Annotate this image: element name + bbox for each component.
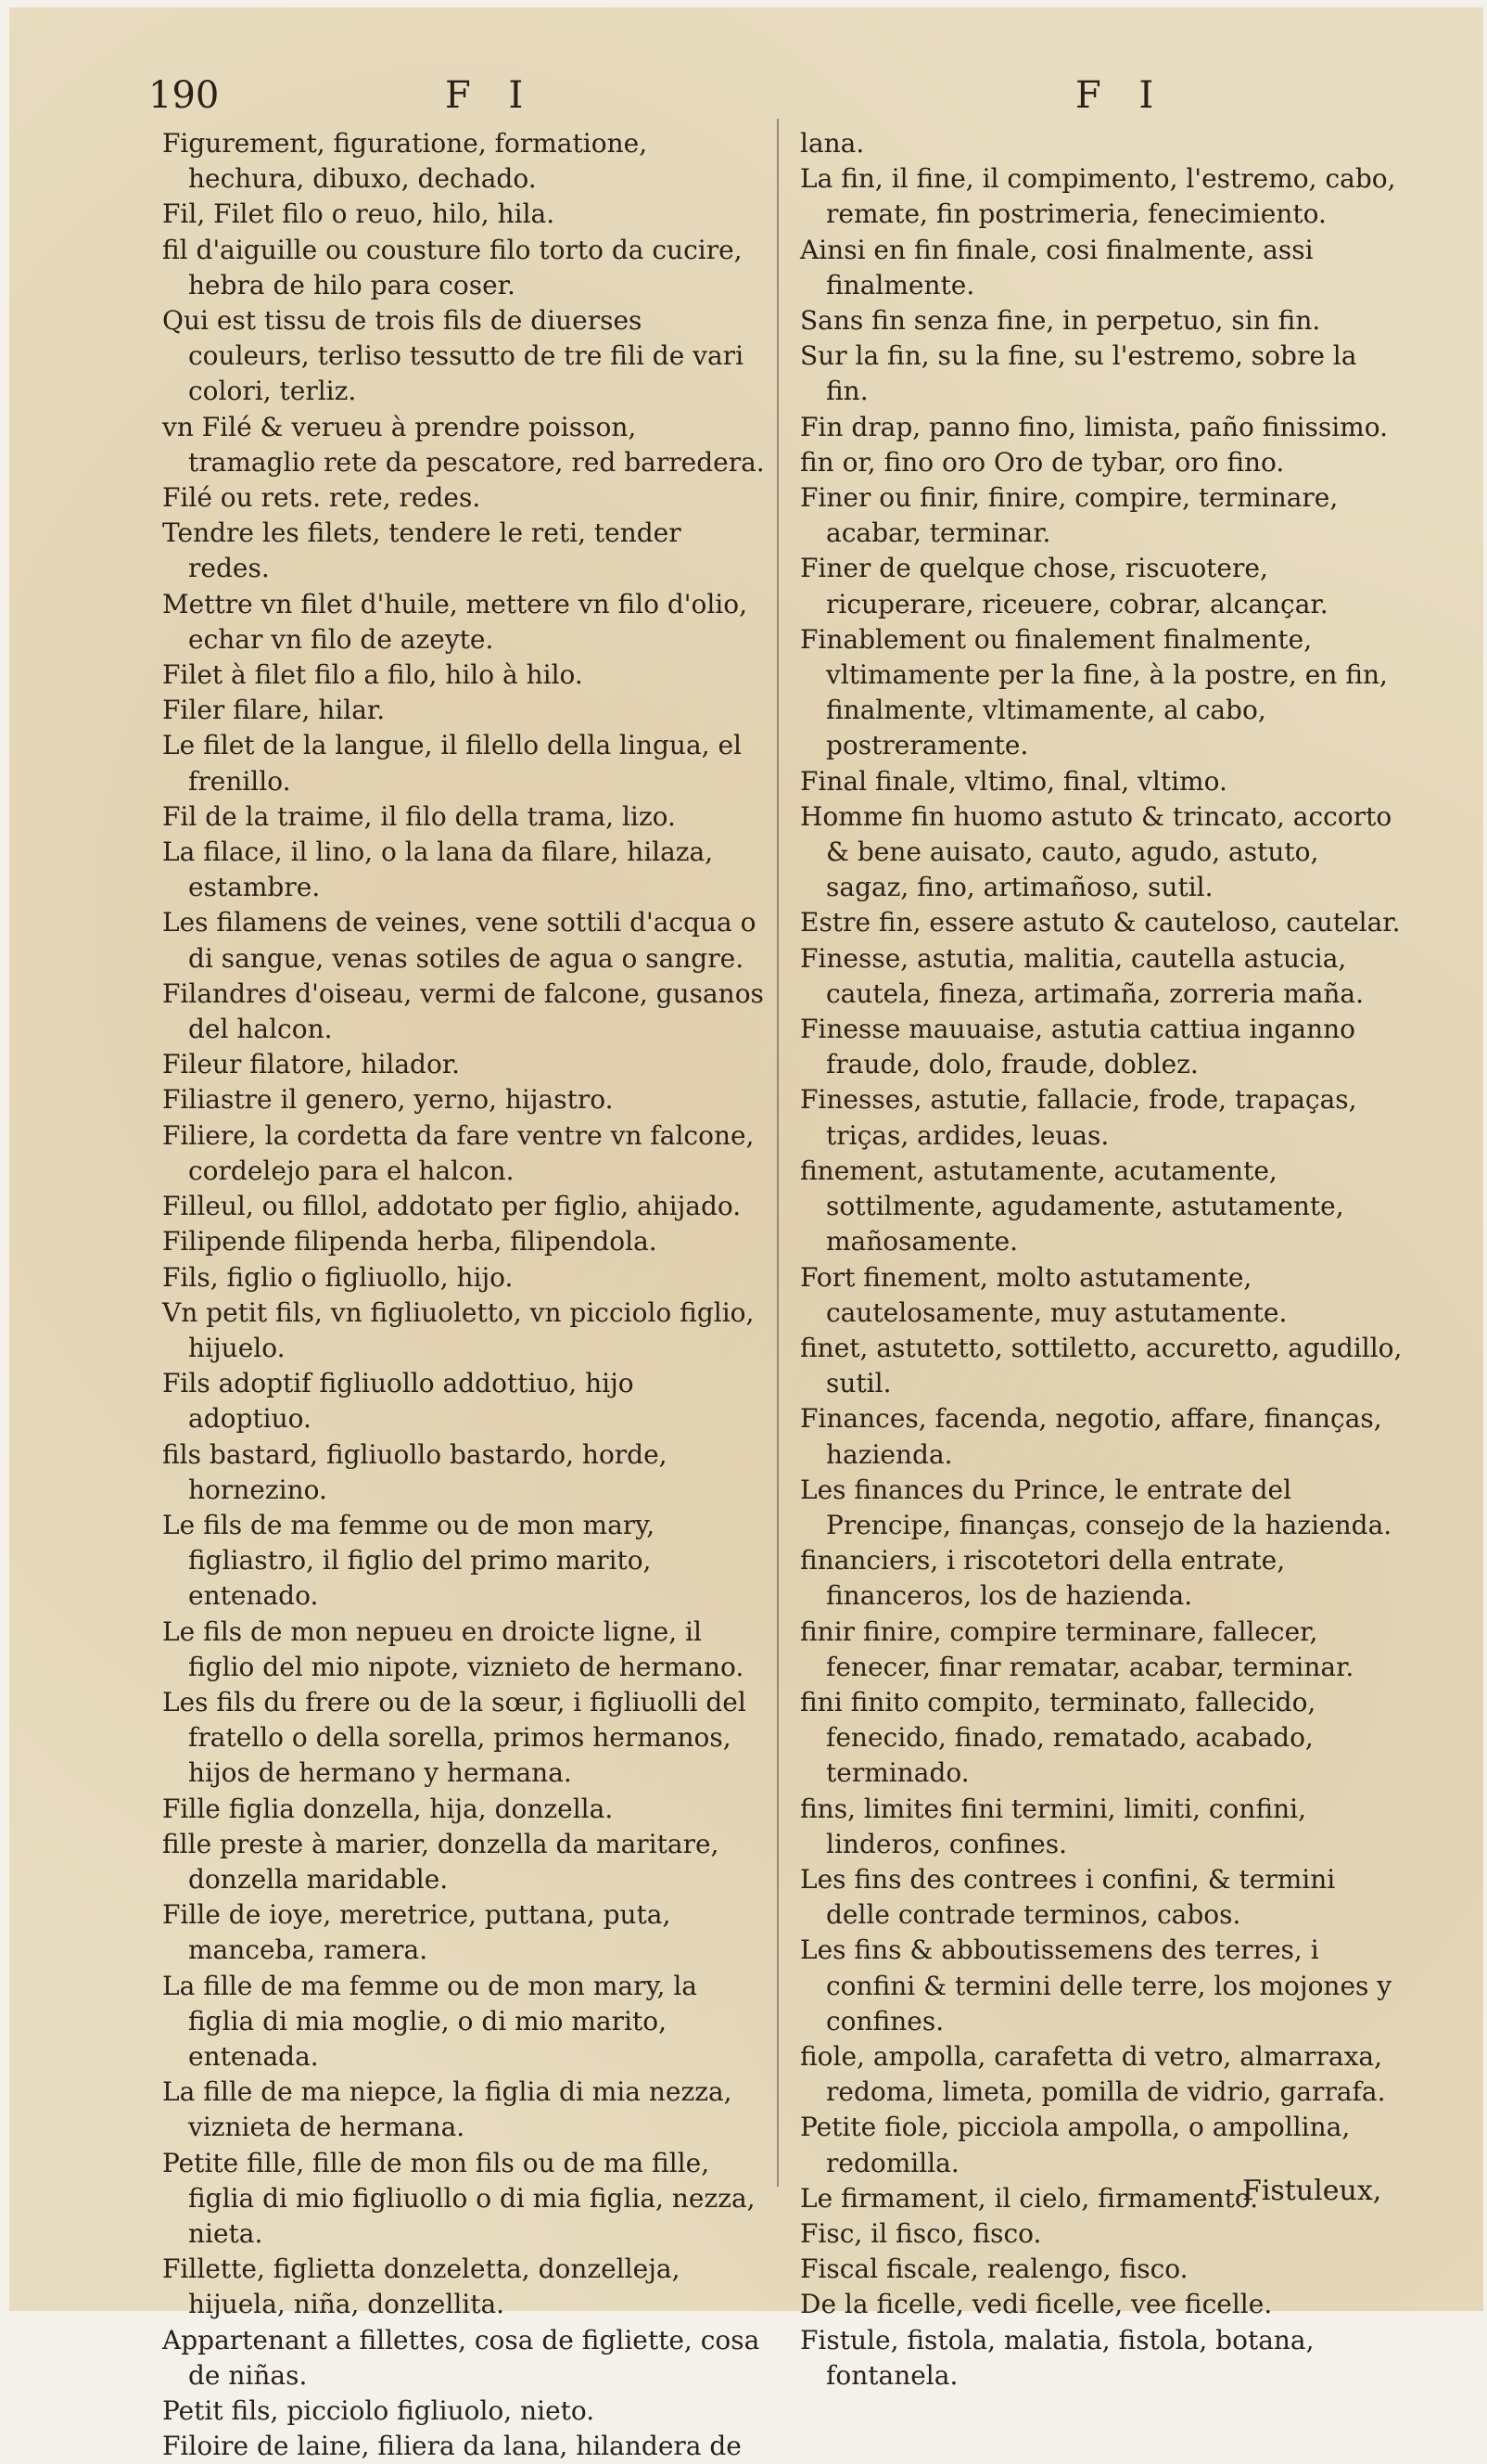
dictionary-entry: Fille de ioye, meretrice, puttana, puta, manceba, ramera. bbox=[162, 1899, 671, 1966]
dictionary-entry: Vn petit fils, vn figliuoletto, vn picciolo figlio, hijuelo. bbox=[162, 1296, 755, 1363]
column-divider bbox=[777, 119, 779, 2187]
dictionary-entry: fiole, ampolla, carafetta di vetro, almarraxa, redoma, limeta, pomilla de vidrio, garrafa. bbox=[800, 2040, 1386, 2108]
dictionary-entry: La fille de ma niepce, la figlia di mia nezza, viznieta de hermana. bbox=[162, 2076, 732, 2143]
dictionary-entry: Fil de la traime, il filo della trama, lizo. bbox=[162, 800, 676, 832]
dictionary-entry: Fistule, fistola, malatia, fistola, botana, fontanela. bbox=[800, 2324, 1315, 2391]
dictionary-entry: La filace, il lino, o la lana da filare, hilaza, estambre. bbox=[162, 836, 714, 903]
dictionary-entry: Mettre vn filet d'huile, mettere vn filo d'olio, echar vn filo de azeyte. bbox=[162, 588, 748, 655]
dictionary-entry: Les fils du frere ou de la sœur, i figliuolli del fratello o della sorella, primos hermanos, hijos de hermano y hermana. bbox=[162, 1686, 746, 1789]
dictionary-entry: Appartenant a fillettes, cosa de figliette, cosa de niñas. bbox=[162, 2324, 760, 2391]
dictionary-entry: Le firmament, il cielo, firmamento. bbox=[800, 2182, 1259, 2214]
dictionary-entry: Filiere, la cordetta da fare ventre vn falcone, cordelejo para el halcon. bbox=[162, 1119, 755, 1186]
dictionary-entry: Filé ou rets. rete, redes. bbox=[162, 482, 481, 514]
dictionary-entry: Petite fiole, picciola ampolla, o ampollina, redomilla. bbox=[800, 2112, 1351, 2178]
dictionary-entry: fini finito compito, terminato, fallecido, fenecido, finado, rematado, acabado, terminado. bbox=[800, 1686, 1316, 1789]
dictionary-entry: fin or, fino oro Oro de tybar, oro fino. bbox=[800, 446, 1285, 478]
dictionary-entry: Filet à filet filo a filo, hilo à hilo. bbox=[162, 659, 583, 691]
dictionary-entry: La fille de ma femme ou de mon mary, la figlia di mia moglie, o di mio marito, entenada. bbox=[162, 1970, 697, 2072]
dictionary-entry: Finesses, astutie, fallacie, frode, trapaças, triças, ardides, leuas. bbox=[800, 1084, 1357, 1151]
dictionary-entry: Fisc, il fisco, fisco. bbox=[800, 2217, 1042, 2249]
dictionary-entry: financiers, i riscotetori della entrate, financeros, los de hazienda. bbox=[800, 1545, 1286, 1612]
dictionary-entry: Les filamens de veines, vene sottili d'acqua o di sangue, venas sotiles de agua o sangre. bbox=[162, 907, 756, 974]
dictionary-entry: Fils adoptif figliuollo addottiuo, hijo adoptiuo. bbox=[162, 1368, 634, 1435]
dictionary-entry: Le filet de la langue, il filello della lingua, el frenillo. bbox=[162, 730, 742, 797]
dictionary-entry: Finer de quelque chose, riscuotere, ricuperare, riceuere, cobrar, alcançar. bbox=[800, 553, 1328, 619]
dictionary-entry: Le fils de ma femme ou de mon mary, figliastro, il figlio del primo marito, entenado. bbox=[162, 1509, 655, 1612]
dictionary-entry: Fille figlia donzella, hija, donzella. bbox=[162, 1793, 614, 1824]
dictionary-entry: Filoire de laine, filiera da lana, hilandera de bbox=[162, 2431, 742, 2462]
dictionary-entry: Filer filare, hilar. bbox=[162, 695, 386, 726]
running-header-right: F I bbox=[1075, 74, 1167, 117]
dictionary-entry: finet, astutetto, sottiletto, accuretto, agudillo, sutil. bbox=[800, 1332, 1403, 1399]
dictionary-entry: Petite fille, fille de mon fils ou de ma fille, figlia di mio figliuollo o di mia figlia, nezza, nieta. bbox=[162, 2147, 756, 2249]
dictionary-entry: Finesse, astutia, malitia, cautella astucia, cautela, fineza, artimaña, zorreria maña. bbox=[800, 942, 1365, 1009]
dictionary-entry: finement, astutamente, acutamente, sottilmente, agudamente, astutamente, mañosamente. bbox=[800, 1155, 1344, 1258]
dictionary-entry: Final finale, vltimo, final, vltimo. bbox=[800, 765, 1227, 797]
dictionary-entry: Finer ou finir, finire, compire, terminare, acabar, terminar. bbox=[800, 482, 1339, 549]
dictionary-entry: Finablement ou finalement finalmente, vltimamente per la fine, à la postre, en fin, finalmente, vltimamente, al cabo, postreramente. bbox=[800, 623, 1388, 761]
dictionary-entry: Ainsi en fin finale, cosi finalmente, assi finalmente. bbox=[800, 234, 1314, 300]
dictionary-entry: Fil, Filet filo o reuo, hilo, hila. bbox=[162, 198, 555, 230]
dictionary-entry: Fort finement, molto astutamente, cautelosamente, muy astutamente. bbox=[800, 1261, 1288, 1328]
dictionary-entry: La fin, il fine, il compimento, l'estremo, cabo, remate, fin postrimeria, fenecimiento. bbox=[800, 163, 1396, 230]
dictionary-entry: fils bastard, figliuollo bastardo, horde, hornezino. bbox=[162, 1438, 667, 1505]
dictionary-entry: Estre fin, essere astuto & cauteloso, cautelar. bbox=[800, 907, 1401, 938]
dictionary-entry: Tendre les filets, tendere le reti, tender redes. bbox=[162, 517, 681, 584]
right-column bbox=[800, 126, 1403, 2394]
dictionary-entry: Fileur filatore, hilador. bbox=[162, 1049, 461, 1080]
dictionary-entry: Filleul, ou fillol, addotato per figlio, ahijado. bbox=[162, 1191, 742, 1222]
running-header-left: F I bbox=[445, 74, 537, 117]
dictionary-entry: Filandres d'oiseau, vermi de falcone, gusanos del halcon. bbox=[162, 977, 764, 1045]
dictionary-entry: Sur la fin, su la fine, su l'estremo, sobre la fin. bbox=[800, 340, 1357, 407]
dictionary-entry: Fillette, figlietta donzeletta, donzelleja, hijuela, niña, donzellita. bbox=[162, 2253, 680, 2320]
dictionary-entry: fins, limites fini termini, limiti, confini, linderos, confines. bbox=[800, 1793, 1307, 1859]
dictionary-entry: Finesse mauuaise, astutia cattiua inganno fraude, dolo, fraude, doblez. bbox=[800, 1014, 1356, 1080]
dictionary-entry: Les fins des contrees i confini, & termini delle contrade terminos, cabos. bbox=[800, 1863, 1336, 1931]
catchword: Fistuleux, bbox=[1242, 2175, 1382, 2207]
dictionary-entry: Fiscal fiscale, realengo, fisco. bbox=[800, 2253, 1188, 2285]
dictionary-page bbox=[9, 7, 1483, 2462]
dictionary-entry: fil d'aiguille ou cousture filo torto da cucire, hebra de hilo para coser. bbox=[162, 234, 743, 300]
left-column bbox=[162, 126, 765, 2464]
dictionary-entry: Sans fin senza fine, in perpetuo, sin fin. bbox=[800, 305, 1321, 337]
dictionary-entry: Fin drap, panno fino, limista, paño finissimo. bbox=[800, 411, 1388, 442]
dictionary-entry: Figurement, figuratione, formatione, hechura, dibuxo, dechado. bbox=[162, 128, 648, 195]
dictionary-entry: Homme fin huomo astuto & trincato, accorto & bene auisato, cauto, agudo, astuto, sagaz, fino, artimañoso, sutil. bbox=[800, 800, 1392, 903]
dictionary-entry: Filiastre il genero, yerno, hijastro. bbox=[162, 1084, 614, 1116]
dictionary-entry: Fils, figlio o figliuollo, hijo. bbox=[162, 1261, 514, 1293]
dictionary-entry: Filipende filipenda herba, filipendola. bbox=[162, 1226, 657, 1258]
dictionary-entry: fille preste à marier, donzella da maritare, donzella maridable. bbox=[162, 1828, 719, 1895]
dictionary-entry: Finances, facenda, negotio, affare, finanças, hazienda. bbox=[800, 1403, 1382, 1470]
dictionary-entry: Le fils de mon nepueu en droicte ligne, il figlio del mio nipote, viznieto de hermano. bbox=[162, 1615, 744, 1682]
dictionary-entry: Qui est tissu de trois fils de diuerses couleurs, terliso tessutto de tre fili de vari colori, terliz. bbox=[162, 305, 744, 407]
dictionary-entry: vn Filé & verueu à prendre poisson, tramaglio rete da pescatore, red barredera. bbox=[162, 411, 765, 478]
dictionary-entry: lana. bbox=[800, 128, 865, 159]
page-number: 190 bbox=[148, 74, 220, 117]
dictionary-entry: Petit fils, picciolo figliuolo, nieto. bbox=[162, 2395, 595, 2426]
dictionary-entry: De la ficelle, vedi ficelle, vee ficelle. bbox=[800, 2289, 1273, 2320]
dictionary-entry: Les fins & abboutissemens des terres, i confini & termini delle terre, los mojones y confines. bbox=[800, 1934, 1392, 2036]
dictionary-entry: finir finire, compire terminare, fallecer, fenecer, finar rematar, acabar, terminar. bbox=[800, 1615, 1354, 1682]
dictionary-entry: Les finances du Prince, le entrate del Prencipe, finanças, consejo de la hazienda. bbox=[800, 1474, 1392, 1540]
